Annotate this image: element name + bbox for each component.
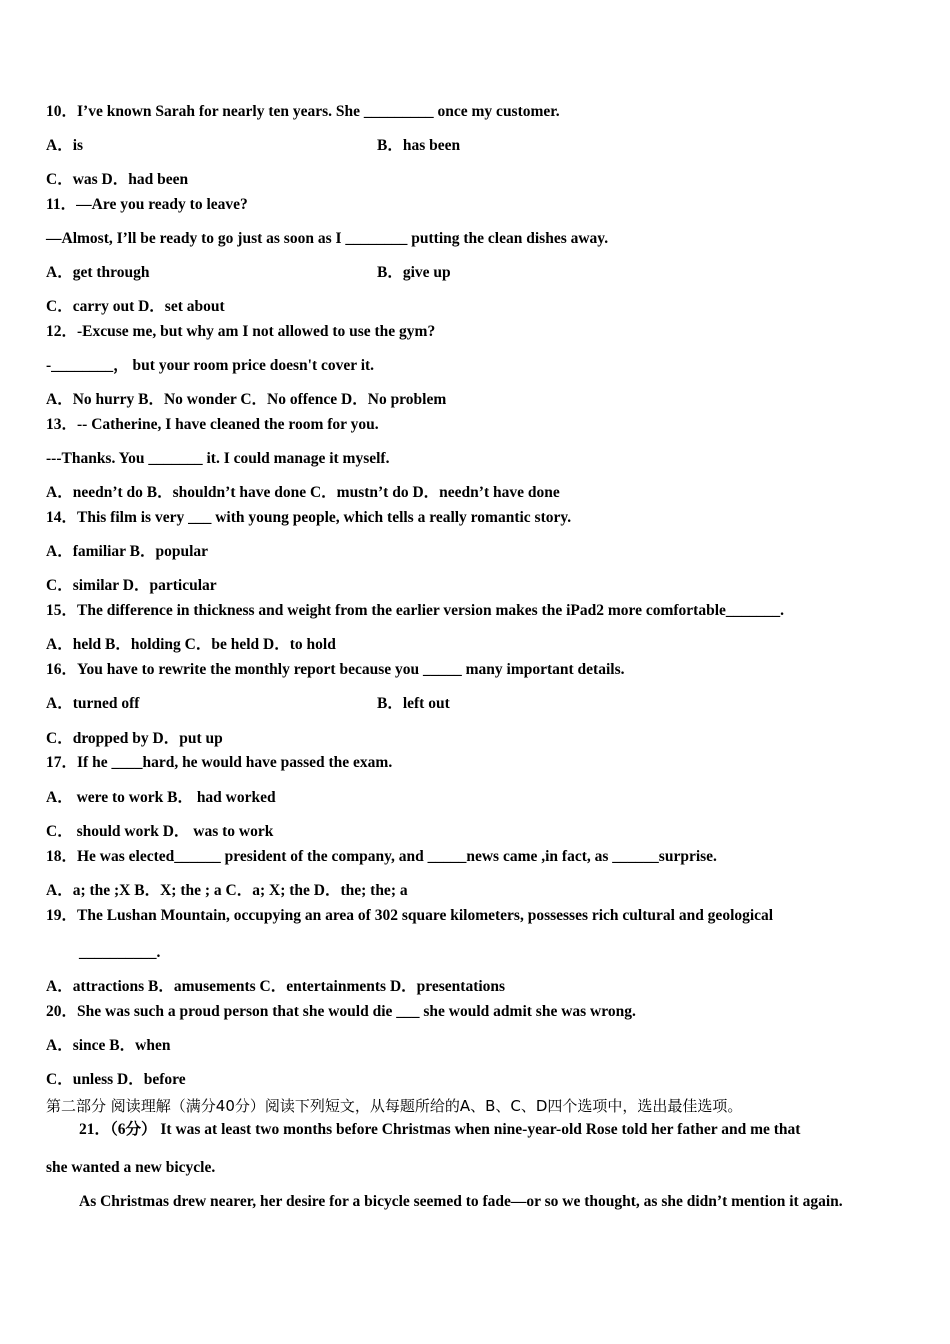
q10-options-cd: C．was D．had been: [46, 171, 189, 188]
q21-passage-para2: As Christmas drew nearer, her desire for a bicycle seemed to fade—or so we thought, as she didn’t mention it again.: [79, 1193, 843, 1210]
q17-options-cd: C． should work D． was to work: [46, 823, 274, 840]
q11-stem-reply: —Almost, I’ll be ready to go just as soon as I ________ putting the clean dishes away.: [46, 230, 609, 247]
q20-options-ab: A．since B．when: [46, 1037, 171, 1054]
q19-stem: 19．The Lushan Mountain, occupying an area of 302 square kilometers, possesses rich cultural and geological: [46, 907, 774, 924]
q21-passage-line2: she wanted a new bicycle.: [46, 1159, 216, 1176]
q16-option-a: A．turned off: [46, 695, 140, 712]
q15-options: A．held B．holding C．be held D．to hold: [46, 636, 336, 653]
q20-stem: 20．She was such a proud person that she would die ___ she would admit she was wrong.: [46, 1003, 636, 1020]
q19-stem-blank: __________.: [79, 944, 161, 961]
q17-options-ab: A． were to work B． had worked: [46, 789, 276, 806]
q11-options-cd: C．carry out D．set about: [46, 298, 225, 315]
q11-option-a: A．get through: [46, 264, 150, 281]
q12-options: A．No hurry B．No wonder C．No offence D．No problem: [46, 391, 447, 408]
q18-options: A．a; the ;X B．X; the ; a C．a; X; the D．the; the; a: [46, 882, 408, 899]
q14-options-ab: A．familiar B．popular: [46, 543, 209, 560]
q15-stem: 15．The difference in thickness and weight from the earlier version makes the iPad2 more comfortable_______.: [46, 602, 785, 619]
q10-option-a: A．is: [46, 137, 84, 154]
q13-options: A．needn’t do B．shouldn’t have done C．mustn’t do D．needn’t have done: [46, 484, 560, 501]
q20-options-cd: C．unless D．before: [46, 1071, 186, 1088]
q10-stem: 10．I’ve known Sarah for nearly ten years. She _________ once my customer.: [46, 103, 560, 120]
q11-stem: 11．—Are you ready to leave?: [46, 196, 248, 213]
q16-stem: 16．You have to rewrite the monthly report because you _____ many important details.: [46, 661, 625, 678]
q13-stem: 13．-- Catherine, I have cleaned the room for you.: [46, 416, 379, 433]
q14-options-cd: C．similar D．particular: [46, 577, 217, 594]
q18-stem: 18．He was elected______ president of the company, and _____news came ,in fact, as ______surprise.: [46, 848, 717, 865]
q11-option-b: B．give up: [377, 264, 451, 281]
q12-stem: 12．-Excuse me, but why am I not allowed to use the gym?: [46, 323, 436, 340]
q19-options: A．attractions B．amusements C．entertainments D．presentations: [46, 978, 506, 995]
q17-stem: 17．If he ____hard, he would have passed the exam.: [46, 754, 393, 771]
q10-option-b: B．has been: [377, 137, 461, 154]
q13-stem-reply: ---Thanks. You _______ it. I could manage it myself.: [46, 450, 390, 467]
q12-stem-reply: -________， but your room price doesn't cover it.: [46, 357, 375, 374]
q21-passage-line1: 21．（6分） It was at least two months before Christmas when nine-year-old Rose told her father and me that: [79, 1121, 801, 1138]
q16-option-b: B．left out: [377, 695, 450, 712]
q16-options-cd: C．dropped by D．put up: [46, 730, 223, 747]
q14-stem: 14．This film is very ___ with young people, which tells a really romantic story.: [46, 509, 572, 526]
section2-heading: 第二部分 阅读理解（满分40分）阅读下列短文，从每题所给的A、B、C、D四个选项中，选出最佳选项。: [46, 1097, 743, 1115]
